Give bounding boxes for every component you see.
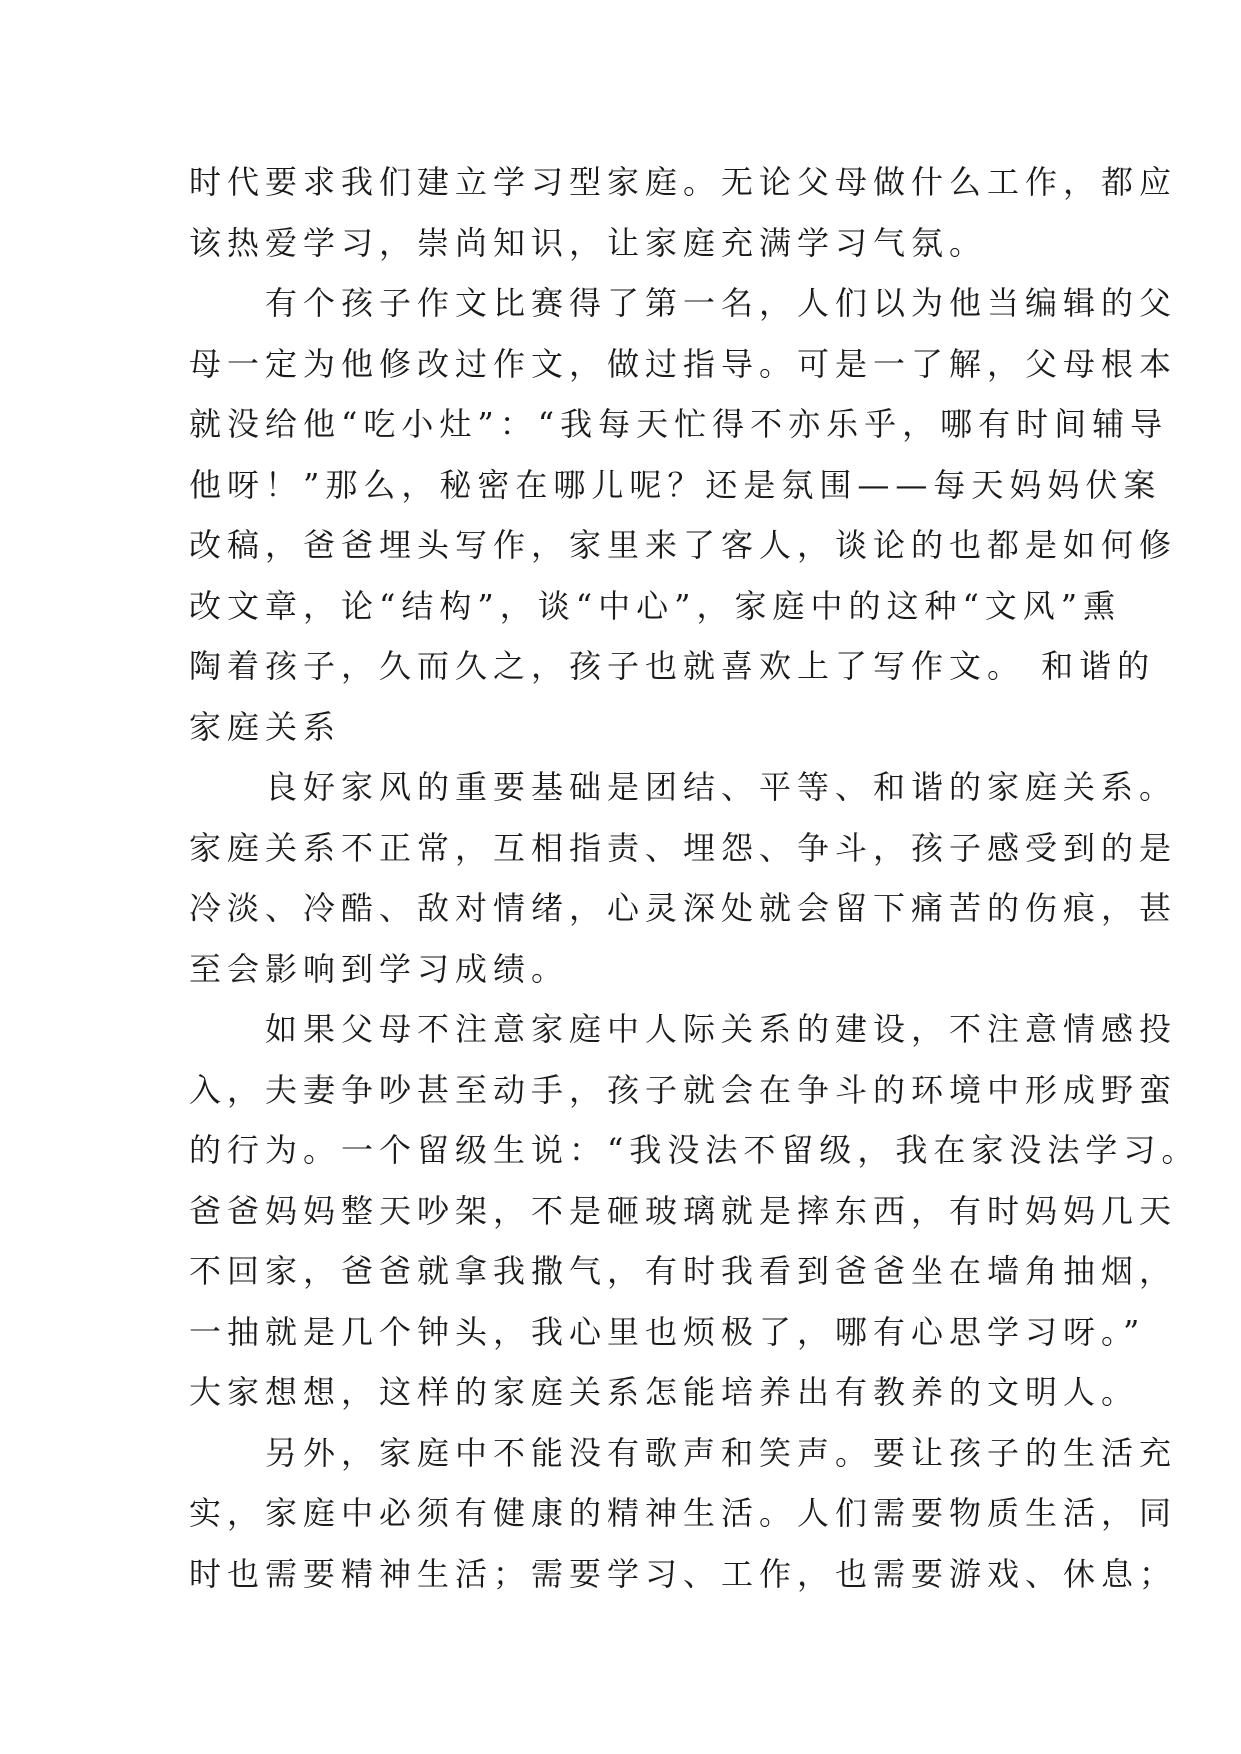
text-line: 时也需要精神生活；需要学习、工作，也需要游戏、休息； [189,1554,1178,1593]
text-line: 实，家庭中必须有健康的精神生活。人们需要物质生活，同 [189,1494,1178,1532]
text-line: 大家想想，这样的家庭关系怎能培养出有教养的文明人。 [189,1373,1140,1411]
text-line: 有个孩子作文比赛得了第一名，人们以为他当编辑的父 [189,284,1178,322]
body-text [189,162,1200,1614]
text-line: 至会影响到学习成绩。 [189,949,570,988]
text-line: 入，夫妻争吵甚至动手，孩子就会在争斗的环境中形成野蛮 [189,1070,1178,1109]
text-line: 陶着孩子，久而久之，孩子也就喜欢上了写作文。 和谐的 [189,647,1156,685]
text-line: 的行为。一个留级生说：“我没法不留级，我在家没法学习。 [189,1131,1200,1169]
text-line: 该热爱学习，崇尚知识，让家庭充满学习气氛。 [189,223,988,262]
text-line: 一抽就是几个钟头，我心里也烦极了，哪有心思学习呀。” [189,1312,1146,1351]
text-line: 母一定为他修改过作文，做过指导。可是一了解，父母根本 [189,344,1178,383]
text-line: 时代要求我们建立学习型家庭。无论父母做什么工作，都应 [189,163,1178,201]
text-line: 如果父母不注意家庭中人际关系的建设，不注意情感投 [189,1010,1178,1048]
text-line: 不回家，爸爸就拿我撒气，有时我看到爸爸坐在墙角抽烟， [189,1252,1178,1290]
text-line: 他呀！”那么，秘密在哪儿呢？还是氛围——每天妈妈伏案 [189,465,1162,504]
text-line: 冷淡、冷酷、敌对情绪，心灵深处就会留下痛苦的伤痕，甚 [189,889,1178,927]
text-line: 改文章，论“结构”，谈“中心”，家庭中的这种“文风”熏 [189,586,1122,625]
text-line: 良好家风的重要基础是团结、平等、和谐的家庭关系。 [189,768,1178,806]
text-line: 另外，家庭中不能没有歌声和笑声。要让孩子的生活充 [189,1433,1178,1472]
text-line: 爸爸妈妈整天吵架，不是砸玻璃就是摔东西，有时妈妈几天 [189,1191,1178,1230]
text-line: 改稿，爸爸埋头写作，家里来了客人，谈论的也都是如何修 [189,526,1178,564]
text-line: 家庭关系不正常，互相指责、埋怨、争斗，孩子感受到的是 [189,828,1178,867]
text-line: 就没给他“吃小灶”：“我每天忙得不亦乐乎，哪有时间辅导 [189,405,1169,443]
text-line: 家庭关系 [189,707,342,746]
